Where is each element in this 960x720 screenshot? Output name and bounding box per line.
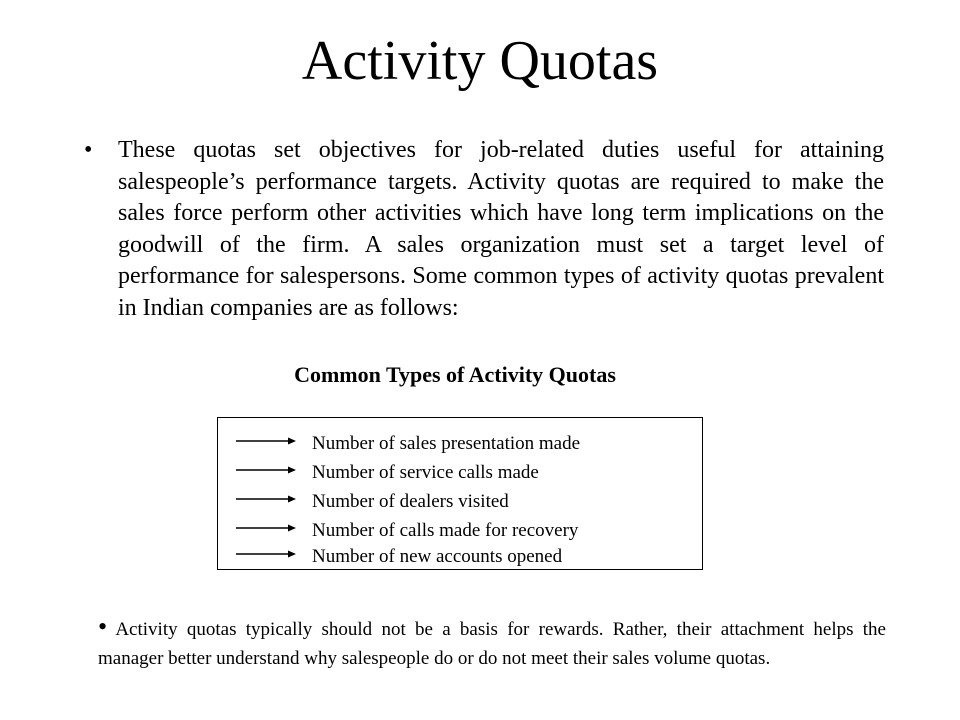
list-item [218,459,704,488]
list-item [218,430,704,459]
arrow-right-icon [236,543,296,572]
bullet-marker: • [84,137,93,163]
arrow-right-icon [236,459,296,488]
quota-type-label: Number of calls made for recovery [312,520,579,541]
arrow-right-icon [236,430,296,459]
quota-type-label: Number of service calls made [312,462,539,483]
list-item [218,517,704,546]
intro-paragraph: These quotas set objectives for job-related duties useful for attaining salespeople’s performance targets. Activity quotas are required to make the sales force perform other activities which have long term implications on the goodwill of the firm. A sales organization must set a target level of performance for salespersons. Some common types of activity quotas prevalent in Indian companies are as follows: [118,137,884,321]
quota-type-label: Number of sales presentation made [312,433,581,454]
quota-type-label: Number of dealers visited [312,491,509,512]
quota-types-box [217,417,703,570]
closing-bullet [98,612,886,673]
arrow-right-icon [236,517,296,546]
intro-bullet [84,135,884,324]
quota-types-heading: Common Types of Activity Quotas [294,362,616,387]
list-item [218,543,704,572]
bullet-marker: • [98,612,108,641]
closing-paragraph: Activity quotas typically should not be a basis for rewards. Rather, their attachment helps the manager better understand why salespeople do or do not meet their sales volume quotas. [98,619,886,669]
slide-title: Activity Quotas [301,30,659,92]
list-item [218,488,704,517]
arrow-right-icon [236,488,296,517]
quota-type-label: Number of new accounts opened [312,546,563,567]
